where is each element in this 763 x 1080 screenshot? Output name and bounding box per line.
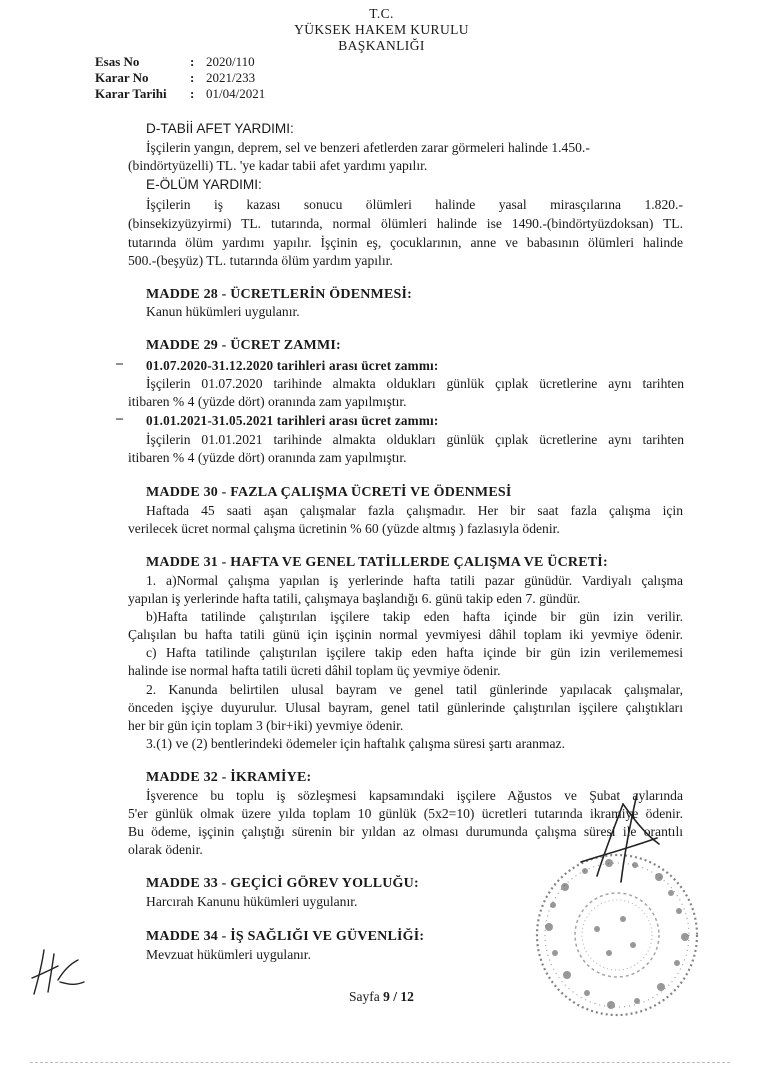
- madde-34-title: MADDE 34 - İŞ SAĞLIĞI VE GÜVENLİĞİ:: [146, 929, 425, 944]
- olum-line-2: (binsekizyüzyirmi) TL. tutarında, normal ölümleri halinde ise 1490.-(bindörtyüzdoksan) TL.: [128, 216, 683, 231]
- madde-33-title: MADDE 33 - GEÇİCİ GÖREV YOLLUĞU:: [146, 876, 419, 891]
- page-number: 9 / 12: [383, 989, 414, 1004]
- zam-period-2-heading: 01.01.2021-31.05.2021 tarihleri arası ücret zammı:: [146, 413, 439, 428]
- bottom-divider: [30, 1062, 730, 1063]
- meta-row-esas: [95, 54, 265, 70]
- zam-period-1-line-2: itibaren % 4 (yüzde dört) oranında zam yapılmıştır.: [128, 394, 407, 409]
- olum-title: E-ÖLÜM YARDIMI:: [146, 177, 262, 192]
- meta-row-karar: [95, 70, 265, 86]
- madde-31-line-6: halinde ise normal hafta tatili ücreti dâhil toplam üç yevmiye ödenir.: [128, 663, 501, 678]
- meta-label: Karar Tarihi: [95, 86, 167, 101]
- madde-34-text: Mevzuat hükümleri uygulanır.: [146, 947, 311, 962]
- signature-mark: [575, 790, 665, 900]
- madde-32-title: MADDE 32 - İKRAMİYE:: [146, 770, 312, 785]
- meta-label: Esas No: [95, 54, 140, 69]
- madde-29-title: MADDE 29 - ÜCRET ZAMMI:: [146, 338, 341, 353]
- madde-30-line-2: verilecek ücret normal çalışma ücretinin % 60 (yüzde altmış ) fazlasıyla ödenir.: [128, 521, 560, 536]
- madde-31-line-4: Çalışılan bu hafta tatili günü için işçinin normal yevmiyesi dâhil toplam iki yevmiye ödenir.: [128, 627, 683, 642]
- header-line-presidency: BAŞKANLIĞI: [338, 38, 425, 53]
- madde-31-line-3: b)Hafta tatilinde çalıştırılan işçilere takip eden hafta içinde bir gün izin verilir.: [146, 609, 683, 624]
- institution-header: [0, 6, 763, 54]
- meta-value: 01/04/2021: [206, 86, 266, 101]
- madde-31-line-1: 1. a)Normal çalışma yapılan iş yerlerinde hafta tatili pazar günüdür. Vardiyalı çalışma: [146, 573, 683, 588]
- zam-period-2-line-2: itibaren % 4 (yüzde dört) oranında zam yapılmıştır.: [128, 450, 407, 465]
- madde-32-line-4: olarak ödenir.: [128, 842, 203, 857]
- meta-value: 2020/110: [206, 54, 255, 69]
- madde-31-line-7: 2. Kanunda belirtilen ulusal bayram ve genel tatil günlerinde yapılacak çalışmalar,: [146, 682, 683, 697]
- zam-period-1-heading: 01.07.2020-31.12.2020 tarihleri arası ücret zammı:: [146, 358, 439, 373]
- madde-31-line-5: c) Hafta tatilinde çalıştırılan işçilere takip eden hafta içinde bir gün izin verilememesi: [146, 645, 683, 660]
- meta-row-karar-tarihi: [95, 86, 265, 102]
- madde-31-line-10: 3.(1) ve (2) bentlerindeki ödemeler için haftalık çalışma süresi şartı aranmaz.: [146, 736, 565, 751]
- olum-line-1: İşçilerin iş kazası sonucu ölümleri halinde yasal mirasçılarına 1.820.-: [146, 197, 683, 212]
- madde-31-line-8: önceden işçiye duyurulur. Ulusal bayram, genel tatil günlerinde çalıştırılan işçilere çalıştıkları: [128, 700, 683, 715]
- olum-line-4: 500.-(beşyüz) TL. tutarında ölüm yardım yapılır.: [128, 253, 393, 268]
- bullet-dash: –: [116, 356, 123, 371]
- afet-line-1: İşçilerin yangın, deprem, sel ve benzeri afetlerden zarar görmeleri halinde 1.450.-: [146, 140, 590, 155]
- madde-28-title: MADDE 28 - ÜCRETLERİN ÖDENMESİ:: [146, 287, 412, 302]
- meta-colon: :: [190, 54, 195, 69]
- afet-line-2: (bindörtyüzelli) TL. 'ye kadar tabii afet yardımı yapılır.: [128, 158, 428, 173]
- madde-32-line-2: 5'er günlük olmak üzere yılda toplam 10 günlük (5x2=10) ücretleri tutarında ikramiye ödenir.: [128, 806, 683, 821]
- page-footer: [0, 989, 763, 1005]
- meta-label: Karar No: [95, 70, 149, 85]
- madde-31-title: MADDE 31 - HAFTA VE GENEL TATİLLERDE ÇALIŞMA VE ÜCRETİ:: [146, 555, 608, 570]
- madde-31-line-2: yapılan iş yerlerinde hafta tatili, çalışmaya başlandığı 6. günü takip eden 7. gündür.: [128, 591, 581, 606]
- zam-period-1-line-1: İşçilerin 01.07.2020 tarihinde almakta oldukları günlük çıplak ücretlerine aynı tarihten: [146, 376, 684, 391]
- madde-30-line-1: Haftada 45 saati aşan çalışmalar fazla çalışmadır. Her bir saat fazla çalışma için: [146, 503, 683, 518]
- afet-title: D-TABİİ AFET YARDIMI:: [146, 121, 294, 136]
- case-metadata: [95, 54, 265, 102]
- madde-33-text: Harcırah Kanunu hükümleri uygulanır.: [146, 894, 358, 909]
- meta-value: 2021/233: [206, 70, 256, 85]
- madde-32-line-3: Bu ödeme, işçinin çalıştığı sürenin bir yıldan az olması durumunda çalışma süresi ile orantılı: [128, 824, 683, 839]
- meta-colon: :: [190, 70, 195, 85]
- header-line-institution: YÜKSEK HAKEM KURULU: [294, 22, 469, 37]
- meta-colon: :: [190, 86, 195, 101]
- olum-line-3: tutarında ölüm yardımı yapılır. İşçinin eş, çocuklarının, anne ve babasının ölümleri halinde: [128, 235, 683, 250]
- madde-32-line-1: İşverence bu toplu iş sözleşmesi kapsamındaki işçilere Ağustos ve Şubat aylarında: [146, 788, 683, 803]
- header-line-tc: T.C.: [369, 6, 394, 21]
- madde-31-line-9: her bir gün için toplam 3 (bir+iki) yevmiye ödenir.: [128, 718, 404, 733]
- zam-period-2-line-1: İşçilerin 01.01.2021 tarihinde almakta oldukları günlük çıplak ücretlerine aynı tarihten: [146, 432, 684, 447]
- madde-30-title: MADDE 30 - FAZLA ÇALIŞMA ÜCRETİ VE ÖDENMESİ: [146, 485, 512, 500]
- page-number-label: Sayfa: [349, 989, 384, 1004]
- bullet-dash: –: [116, 411, 123, 426]
- madde-28-text: Kanun hükümleri uygulanır.: [146, 304, 300, 319]
